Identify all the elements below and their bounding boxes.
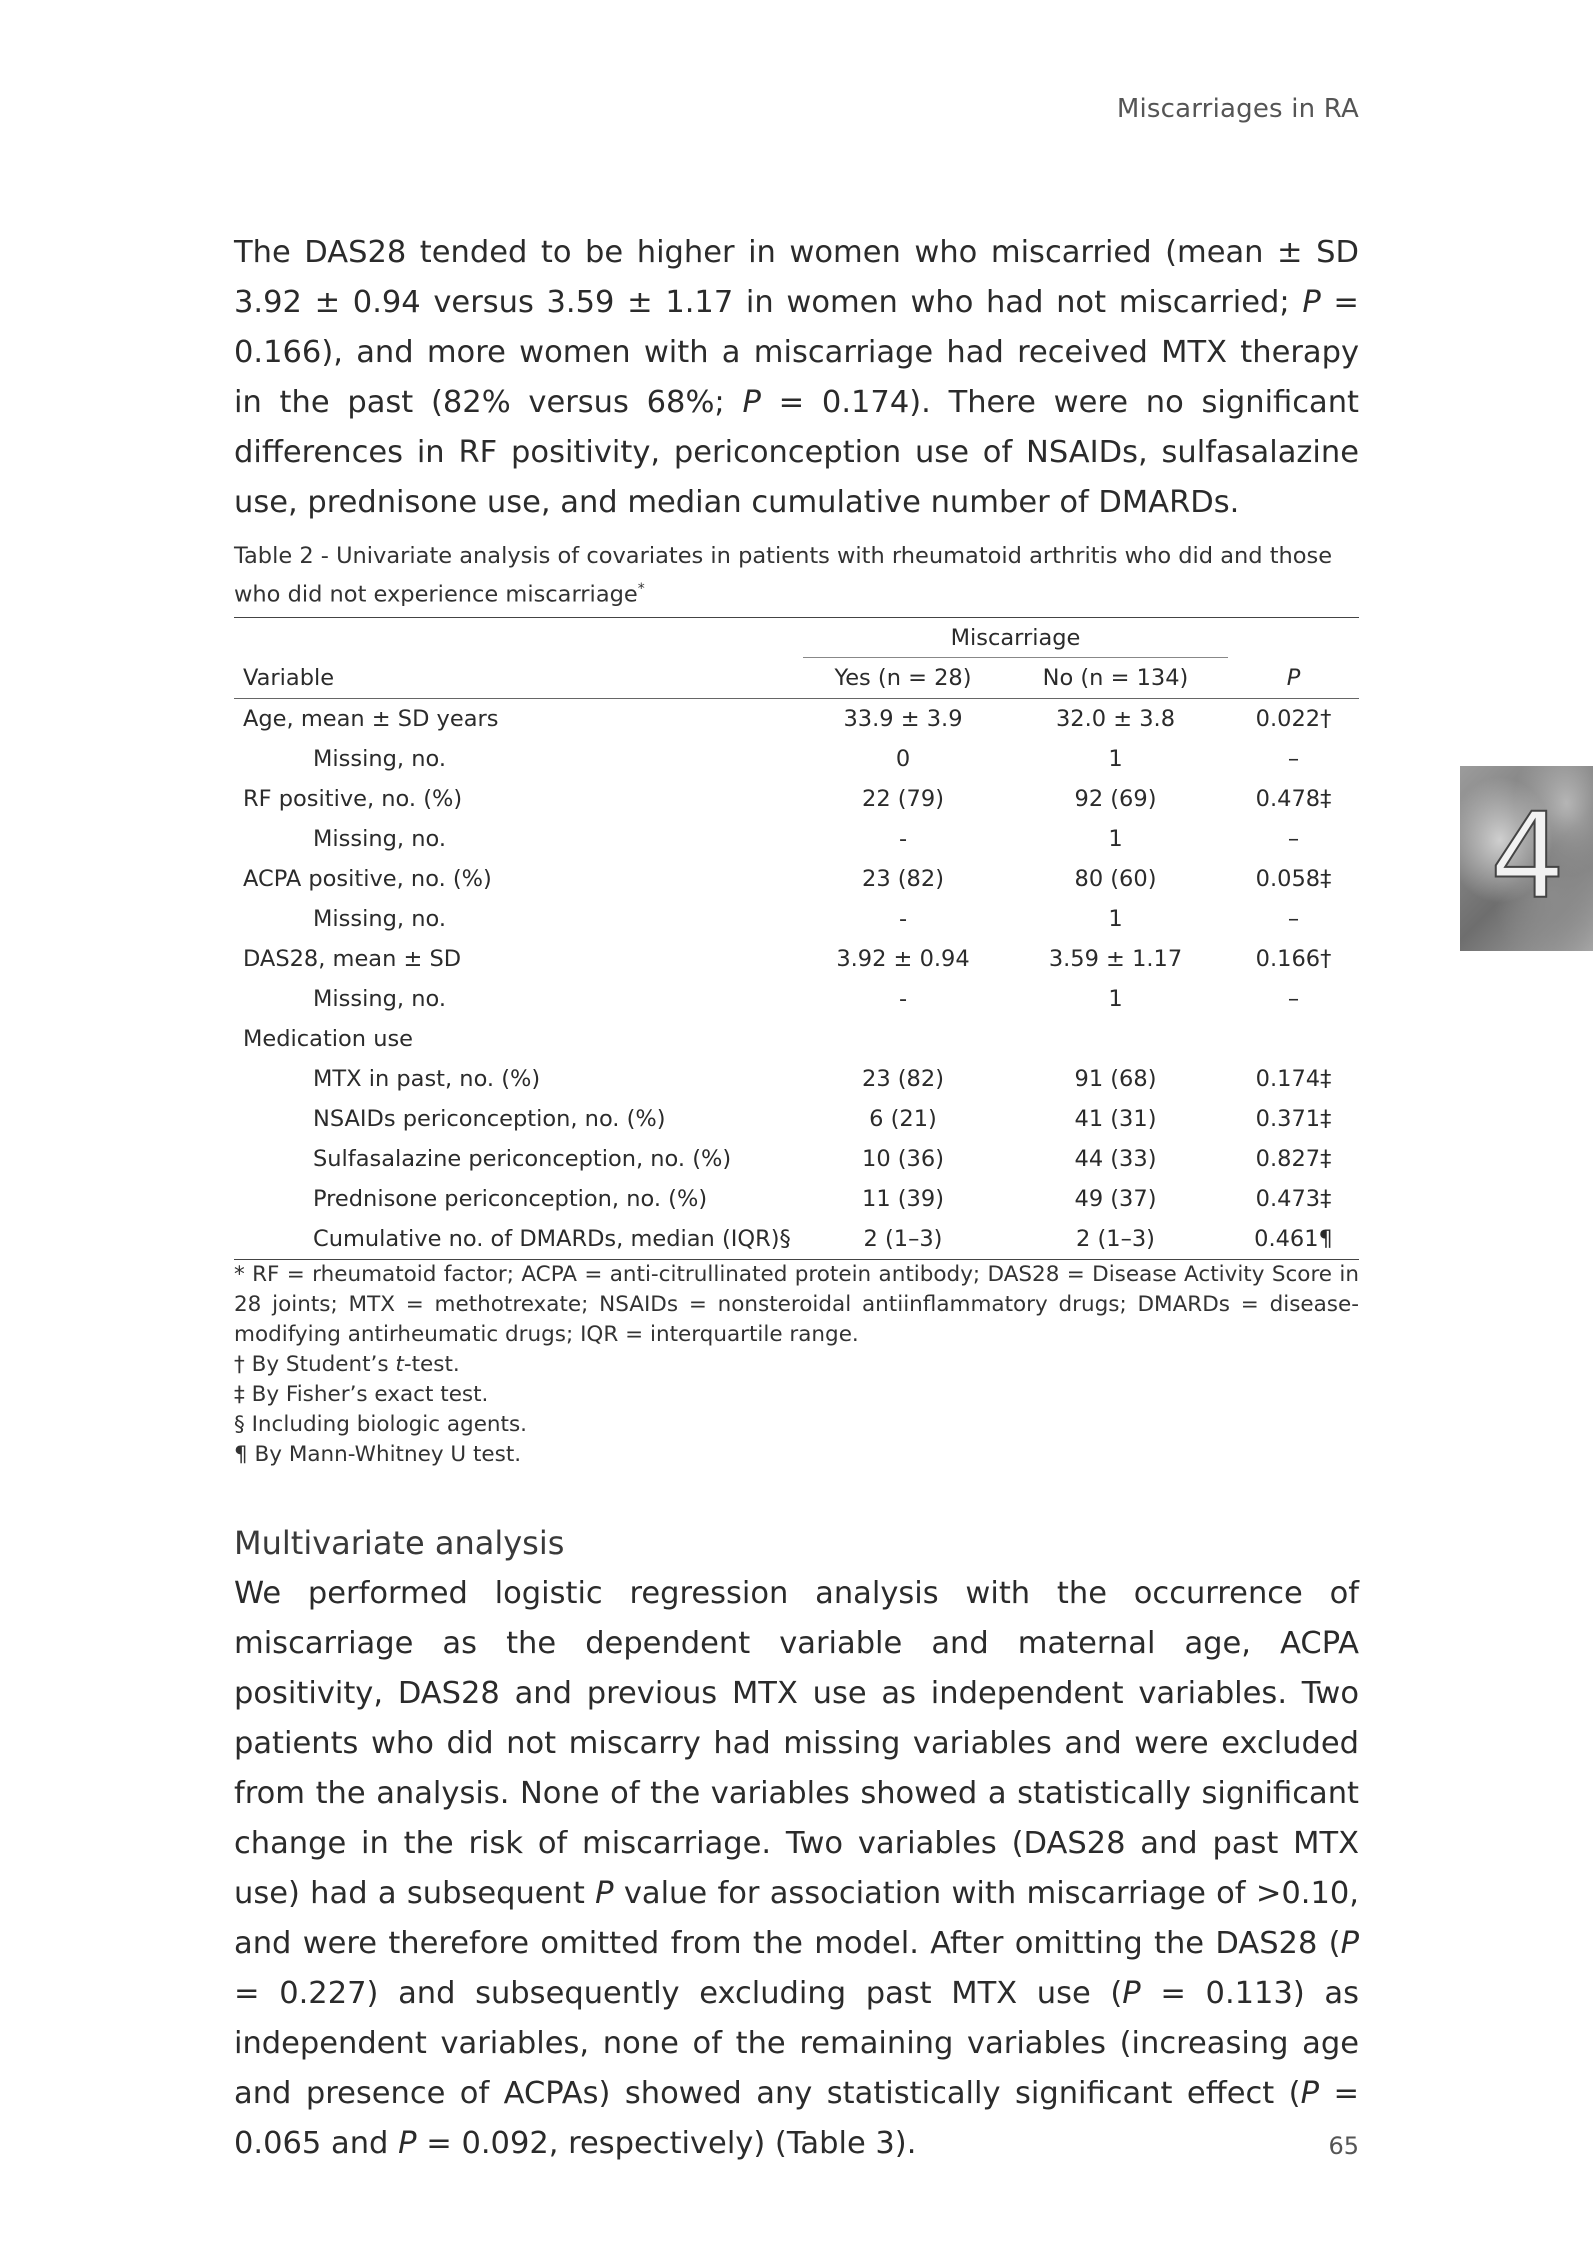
table-row xyxy=(234,1059,1359,1099)
running-title: Miscarriages in RA xyxy=(1116,94,1359,124)
table-row xyxy=(234,1099,1359,1139)
cell-p: 0.478‡ xyxy=(1255,786,1332,812)
cell-no: 1 xyxy=(1108,826,1123,852)
footnote-abbreviations: * RF = rheumatoid factor; ACPA = anti-citrullinated protein antibody; DAS28 = Disease Activity Score in 28 joints; MTX = methotrexate; NSAIDs = nonsteroidal antiinflammatory drugs; DMARDs = disease-modifying antirheumatic drugs; IQR = interquartile range. xyxy=(234,1262,1359,1347)
row-label: NSAIDs periconception, no. (%) xyxy=(313,1106,666,1132)
cell-p: 0.371‡ xyxy=(1255,1106,1332,1132)
cell-no: 80 (60) xyxy=(1074,866,1157,892)
cell-p: 0.166† xyxy=(1255,946,1332,972)
cell-p: – xyxy=(1287,746,1300,772)
footnote-double-dagger: ‡ By Fisher’s exact test. xyxy=(234,1382,489,1407)
cell-yes: 0 xyxy=(895,746,911,772)
cell-no: 2 (1–3) xyxy=(1003,1219,1228,1260)
table-group-header-row xyxy=(234,618,1359,658)
cell-no xyxy=(1003,1019,1228,1059)
cell-p: 0.827‡ xyxy=(1255,1146,1332,1172)
row-label: Medication use xyxy=(243,1026,414,1052)
table-row xyxy=(234,699,1359,740)
cell-no: 3.59 ± 1.17 xyxy=(1048,946,1183,972)
paragraph-multivariate: We performed logistic regression analysis with the occurrence of miscarriage as the dependent variable and maternal age, ACPA positivity, DAS28 and previous MTX use as independent variables. Two patients who did not miscarry had missing variables and were excluded from the analysis. None of the variables showed a statistically significant change in the risk of miscarriage. Two variables (DAS28 and past MTX use) had a subsequent P value for association with miscarriage of >0.10, and were therefore omitted from the model. After omitting the DAS28 (P = 0.227) and subsequently excluding past MTX use (P = 0.113) as independent variables, none of the remaining variables (increasing age and presence of ACPAs) showed any statistically significant effect (P = 0.065 and P = 0.092, respectively) (Table 3). xyxy=(234,1576,1360,2161)
table-row xyxy=(234,1179,1359,1219)
chapter-tab xyxy=(1460,766,1593,951)
table-row xyxy=(234,1139,1359,1179)
table-footnotes xyxy=(234,1260,1359,1470)
cell-p: 0.022† xyxy=(1255,706,1332,732)
section-heading: Multivariate analysis xyxy=(234,1524,565,1562)
row-label: Missing, no. xyxy=(313,906,446,932)
cell-no: 1 xyxy=(1108,746,1123,772)
cell-yes: 22 (79) xyxy=(862,786,944,812)
cell-no: 1 xyxy=(1108,906,1123,932)
row-label: RF positive, no. (%) xyxy=(243,786,463,812)
cell-no: 49 (37) xyxy=(1074,1186,1157,1212)
col-variable-header: Variable xyxy=(234,658,803,699)
cell-yes: 2 (1–3) xyxy=(803,1219,1003,1260)
row-label: Age, mean ± SD years xyxy=(243,706,499,732)
col-yes-header: Yes (n = 28) xyxy=(803,658,1003,699)
cell-yes: 6 (21) xyxy=(869,1106,937,1132)
univariate-table xyxy=(234,617,1359,1260)
footnote-pilcrow: ¶ By Mann-Whitney U test. xyxy=(234,1442,522,1467)
footnote-dagger: † By Student’s t-test. xyxy=(234,1352,460,1377)
cell-p: 0.461¶ xyxy=(1228,1219,1359,1260)
cell-no: 41 (31) xyxy=(1074,1106,1157,1132)
cell-yes: 23 (82) xyxy=(862,1066,944,1092)
table-row xyxy=(234,979,1359,1019)
cell-yes: 3.92 ± 0.94 xyxy=(836,946,970,972)
table-row xyxy=(234,779,1359,819)
cell-no: 1 xyxy=(1108,986,1123,1012)
cell-yes: 10 (36) xyxy=(862,1146,944,1172)
table-row xyxy=(234,939,1359,979)
cell-yes: - xyxy=(898,986,908,1012)
cell-yes: 23 (82) xyxy=(862,866,944,892)
row-label: Sulfasalazine periconception, no. (%) xyxy=(313,1146,732,1172)
cell-p: – xyxy=(1287,986,1300,1012)
row-label: Missing, no. xyxy=(313,826,446,852)
paragraph-das28-results: The DAS28 tended to be higher in women who miscarried (mean ± SD 3.92 ± 0.94 versus 3.59 ± 1.17 in women who had not miscarried; P = 0.166), and more women with a miscarriage had received MTX therapy in the past (82% versus 68%; P = 0.174). There were no significant differences in RF positivity, periconception use of NSAIDs, sulfasalazine use, prednisone use, and median cumulative number of DMARDs. xyxy=(234,235,1359,520)
table-row xyxy=(234,1019,1359,1059)
cell-p: – xyxy=(1287,906,1300,932)
row-label: Missing, no. xyxy=(313,986,446,1012)
cell-no: 44 (33) xyxy=(1074,1146,1157,1172)
table-column-header-row xyxy=(234,658,1359,699)
cell-yes: 11 (39) xyxy=(862,1186,944,1212)
cell-yes xyxy=(803,1019,1003,1059)
cell-yes: 33.9 ± 3.9 xyxy=(843,706,963,732)
cell-yes: - xyxy=(898,826,908,852)
table-row xyxy=(234,1219,1359,1260)
chapter-number: 4 xyxy=(1490,787,1566,925)
page-number: 65 xyxy=(1328,2132,1359,2160)
table-row xyxy=(234,739,1359,779)
row-label: Cumulative no. of DMARDs, median (IQR)§ xyxy=(313,1226,791,1252)
cell-no: 92 (69) xyxy=(1074,786,1157,812)
col-no-header: No (n = 134) xyxy=(1003,658,1228,699)
cell-p: 0.174‡ xyxy=(1255,1066,1332,1092)
table-row xyxy=(234,819,1359,859)
miscarriage-group-header: Miscarriage xyxy=(803,618,1228,658)
cell-no: 32.0 ± 3.8 xyxy=(1055,706,1176,732)
table-row xyxy=(234,859,1359,899)
row-label: ACPA positive, no. (%) xyxy=(243,866,492,892)
row-label: DAS28, mean ± SD xyxy=(243,946,462,972)
row-label: Prednisone periconception, no. (%) xyxy=(313,1186,708,1212)
cell-no: 91 (68) xyxy=(1074,1066,1157,1092)
cell-p: 0.473‡ xyxy=(1255,1186,1332,1212)
row-label: Missing, no. xyxy=(313,746,446,772)
footnote-section: § Including biologic agents. xyxy=(234,1412,528,1437)
table-row xyxy=(234,899,1359,939)
col-p-header: P xyxy=(1286,664,1301,691)
row-label: MTX in past, no. (%) xyxy=(313,1066,541,1092)
cell-yes: - xyxy=(898,906,908,932)
table-caption: Table 2 - Univariate analysis of covariates in patients with rheumatoid arthritis who did and those who did not experience miscarriage* xyxy=(234,543,1333,608)
cell-p: – xyxy=(1287,826,1300,852)
cell-p xyxy=(1228,1019,1359,1059)
cell-p: 0.058‡ xyxy=(1255,866,1332,892)
